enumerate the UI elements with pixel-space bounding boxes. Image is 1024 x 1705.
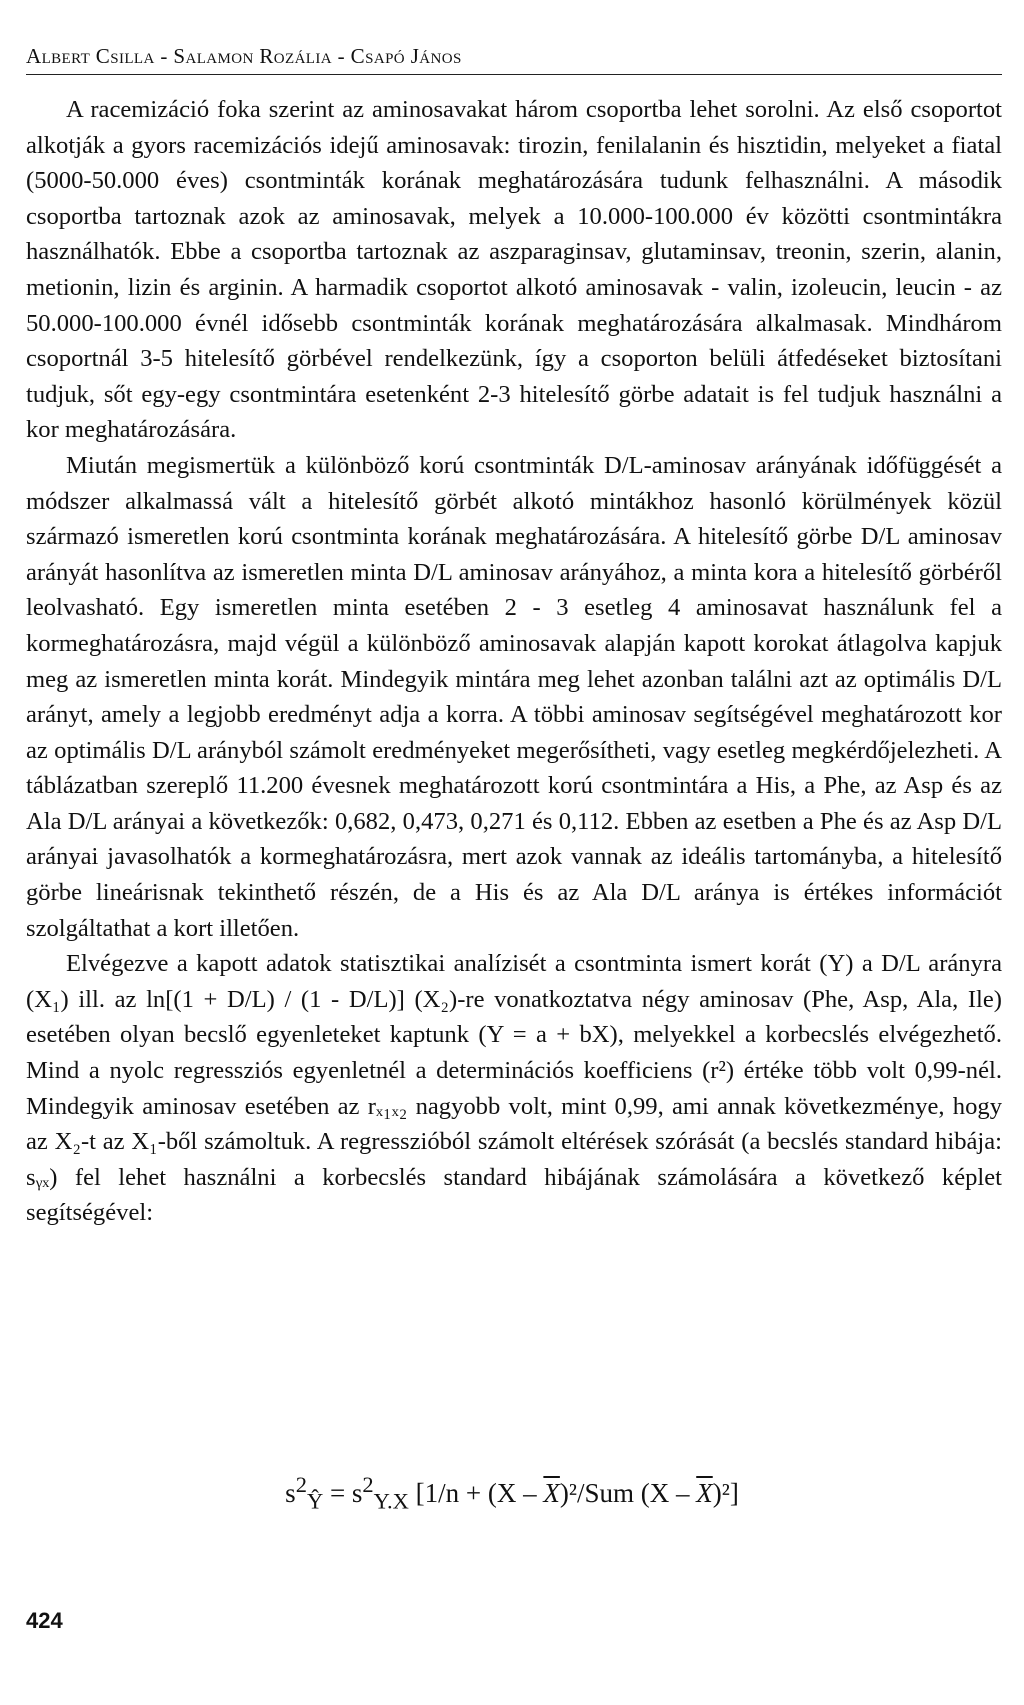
formula-lhs: s: [285, 1478, 296, 1508]
paragraph-3: Elvégezve a kapott adatok statisztikai analízisét a csontminta ismert korát (Y) a D/L arányra (X₁) ill. az ln[(1 + D/L) / (1 - D/L)] (X₂)-re vonatkoztatva négy aminosav (Phe, Asp, Ala, Ile) esetében olyan becslő egyenleteket kaptunk (Y = a + bX), melyekkel a korbecslés elvégezhető. Mind a nyolc regressziós egyenletnél a determinációs koefficiens (r²) értéke több volt 0,99-nél. Mindegyik aminosav esetében az rₓ₁ₓ₂ nagyobb volt, mint 0,99, ami annak következménye, hogy az X₂-t az X₁-ből számoltuk. A regresszióból számolt eltérések szórását (a becslés standard hibája: sᵧₓ) fel lehet használni a korbecslés standard hibájának számolására a következő képlet segítségével:: [26, 950, 1002, 1227]
page-number: 424: [26, 1608, 63, 1633]
formula-rhs-sup: 2: [362, 1472, 374, 1497]
formula-part1: [1/n + (X –: [408, 1478, 544, 1508]
formula-lhs-sub: Ŷ: [306, 1488, 324, 1514]
paragraph-1: A racemizáció foka szerint az aminosavakat három csoportba lehet sorolni. Az első csoportot alkotják a gyors racemizációs idejű aminosavak: tirozin, fenilalanin és hisztidin, melyeket a fiatal (5000-50.000 éves) csontminták korának meghatározására tudunk felhasználni. A második csoportba tartoznak azok az aminosavak, melyek a 10.000-100.000 év közötti csontmintákra használhatók. Ebbe a csoportba tartoznak az aszparaginsav, glutaminsav, treonin, szerin, alanin, metionin, lizin és arginin. A harmadik csoportot alkotó aminosavak - valin, izoleucin, leucin - az 50.000-100.000 évnél idősebb csontminták korának meghatározására alkalmasak. Mindhárom csoportnál 3-5 hitelesítő görbével rendelkezünk, így a csoporton belüli átfedéseket biztosítani tudjuk, sőt egy-egy csontmintára esetenként 2-3 hitelesítő görbe adatait is fel tudjuk használni a kor meghatározására.: [26, 96, 1002, 444]
formula-rhs-sub: Y.X: [373, 1488, 409, 1514]
formula-eq: = s: [323, 1478, 363, 1508]
paragraph-2: Miután megismertük a különböző korú csontminták D/L-aminosav arányának időfüggését a módszer alkalmassá vált a hitelesítő görbét alkotó mintákhoz hasonló körülmények közül származó ismeretlen korú csontminta korának meghatározására. A hitelesítő görbe D/L aminosav arányát hasonlítva az ismeretlen minta D/L aminosav arányához, a minta kora a hitelesítő görbéről leolvasható. Egy ismeretlen minta esetében 2 - 3 esetleg 4 aminosavat használunk fel a kormeghatározásra, majd végül a különböző aminosavak alapján kapott korokat átlagolva kapjuk meg az ismeretlen minta korát. Mindegyik mintára meg lehet azonban találni azt az optimális D/L arányt, amely a legjobb eredményt adja a korra. A többi aminosav segítségével meghatározott kor az optimális D/L arányból számolt eredményeket megerősítheti, vagy esetleg megkérdőjelezheti. A táblázatban szereplő 11.200 évesnek meghatározott korú csontmintára a His, a Phe, az Asp és az Ala D/L arányai a következők: 0,682, 0,473, 0,271 és 0,112. Ebben az esetben a Phe és az Asp D/L arányai javasolhatók a kormeghatározásra, mert azok vannak az ideális tartományba, a hitelesítő görbe lineárisnak tekinthető részén, de a His és az Ala D/L aránya is értékes információt szolgáltathat a kort illetően.: [26, 451, 1002, 942]
running-header: Albert Csilla - Salamon Rozália - Csapó János: [26, 44, 1002, 75]
formula-lhs-sup: 2: [295, 1472, 307, 1497]
standard-error-formula: [0, 1472, 1024, 1514]
formula-part2: )²/Sum (X –: [559, 1478, 697, 1508]
body-text: [26, 92, 1002, 1231]
formula-xbar-1: $\overline{X}$: [543, 1478, 560, 1508]
formula-part3: )²]: [712, 1478, 739, 1508]
formula-xbar-2: $\overline{X}$: [696, 1478, 713, 1508]
